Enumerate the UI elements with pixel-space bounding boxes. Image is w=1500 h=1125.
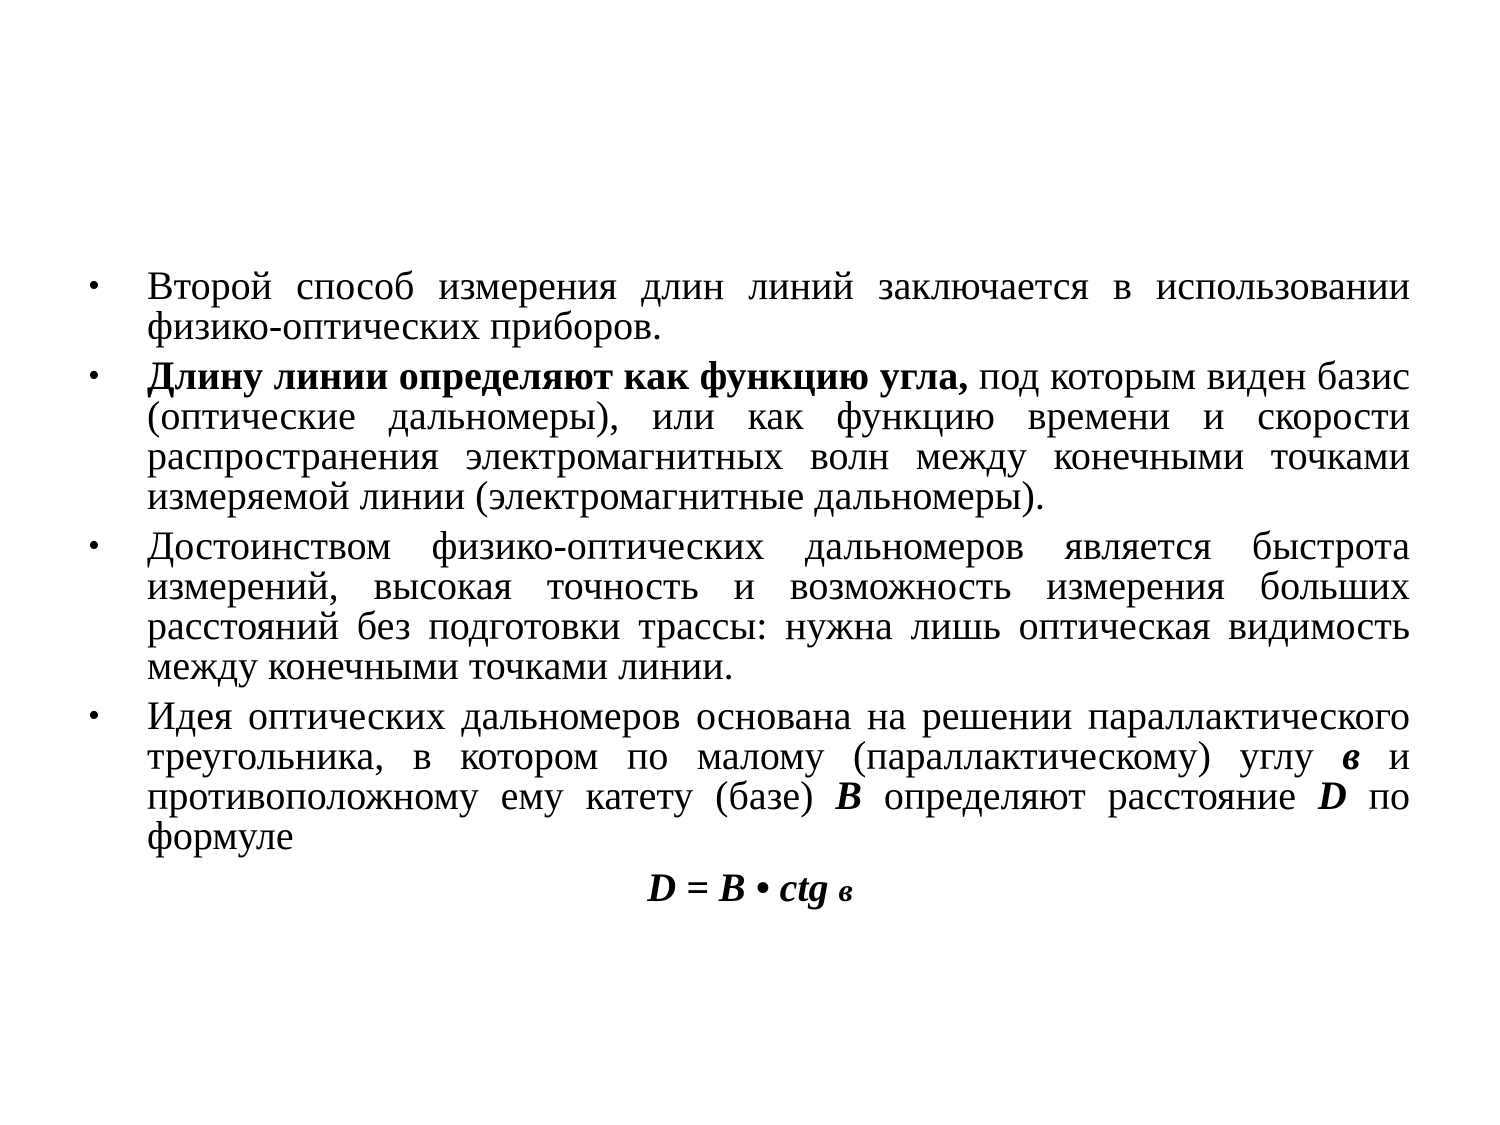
distance-variable: D <box>1317 773 1347 818</box>
bullet-text: Достоинством физико-оптических дальномеров является быстрота измерений, высокая точность и возможность измерения больших расстояний без подготовки трассы: нужна лишь оптическая видимость между конечными точками линии. <box>147 523 1410 688</box>
formula <box>0 865 1500 910</box>
bullet-text: Второй способ измерения длин линий заключается в использовании физико-оптических приборов. <box>147 263 1410 348</box>
bullet-item-4 <box>88 693 1411 858</box>
formula-main: D = B • ctg <box>647 865 829 910</box>
formula-angle: в <box>838 872 853 908</box>
bullet-text: под которым виден базис (оптические дальномеры), или как функцию времени и скорости распространения электромагнитных волн между конечными точками измеряемой линии (электромагнитные дальномеры). <box>147 353 1410 518</box>
bullet-bold-lead: Длину линии определяют как функцию угла, <box>147 353 969 398</box>
bullet-marker: • <box>88 697 100 734</box>
bullet-marker: • <box>88 527 100 564</box>
bullet-item-2 <box>88 353 1410 518</box>
bullet-text-part: Идея оптических дальномеров основана на решении параллактического треугольника, в котором по малому (параллактическому) углу <box>147 693 1410 778</box>
bullet-text-part: определяют расстояние <box>861 773 1318 818</box>
bullet-text-part: и противоположному ему катету (базе) <box>147 733 1411 818</box>
bullet-item-1 <box>88 263 1410 348</box>
bullet-marker: • <box>88 357 100 394</box>
bullet-text-part: по формуле <box>147 773 1411 858</box>
bullet-item-3 <box>88 523 1410 688</box>
base-variable: B <box>835 773 862 818</box>
bullet-list <box>88 263 1411 866</box>
bullet-marker: • <box>88 267 100 304</box>
angle-variable: в <box>1342 733 1361 778</box>
